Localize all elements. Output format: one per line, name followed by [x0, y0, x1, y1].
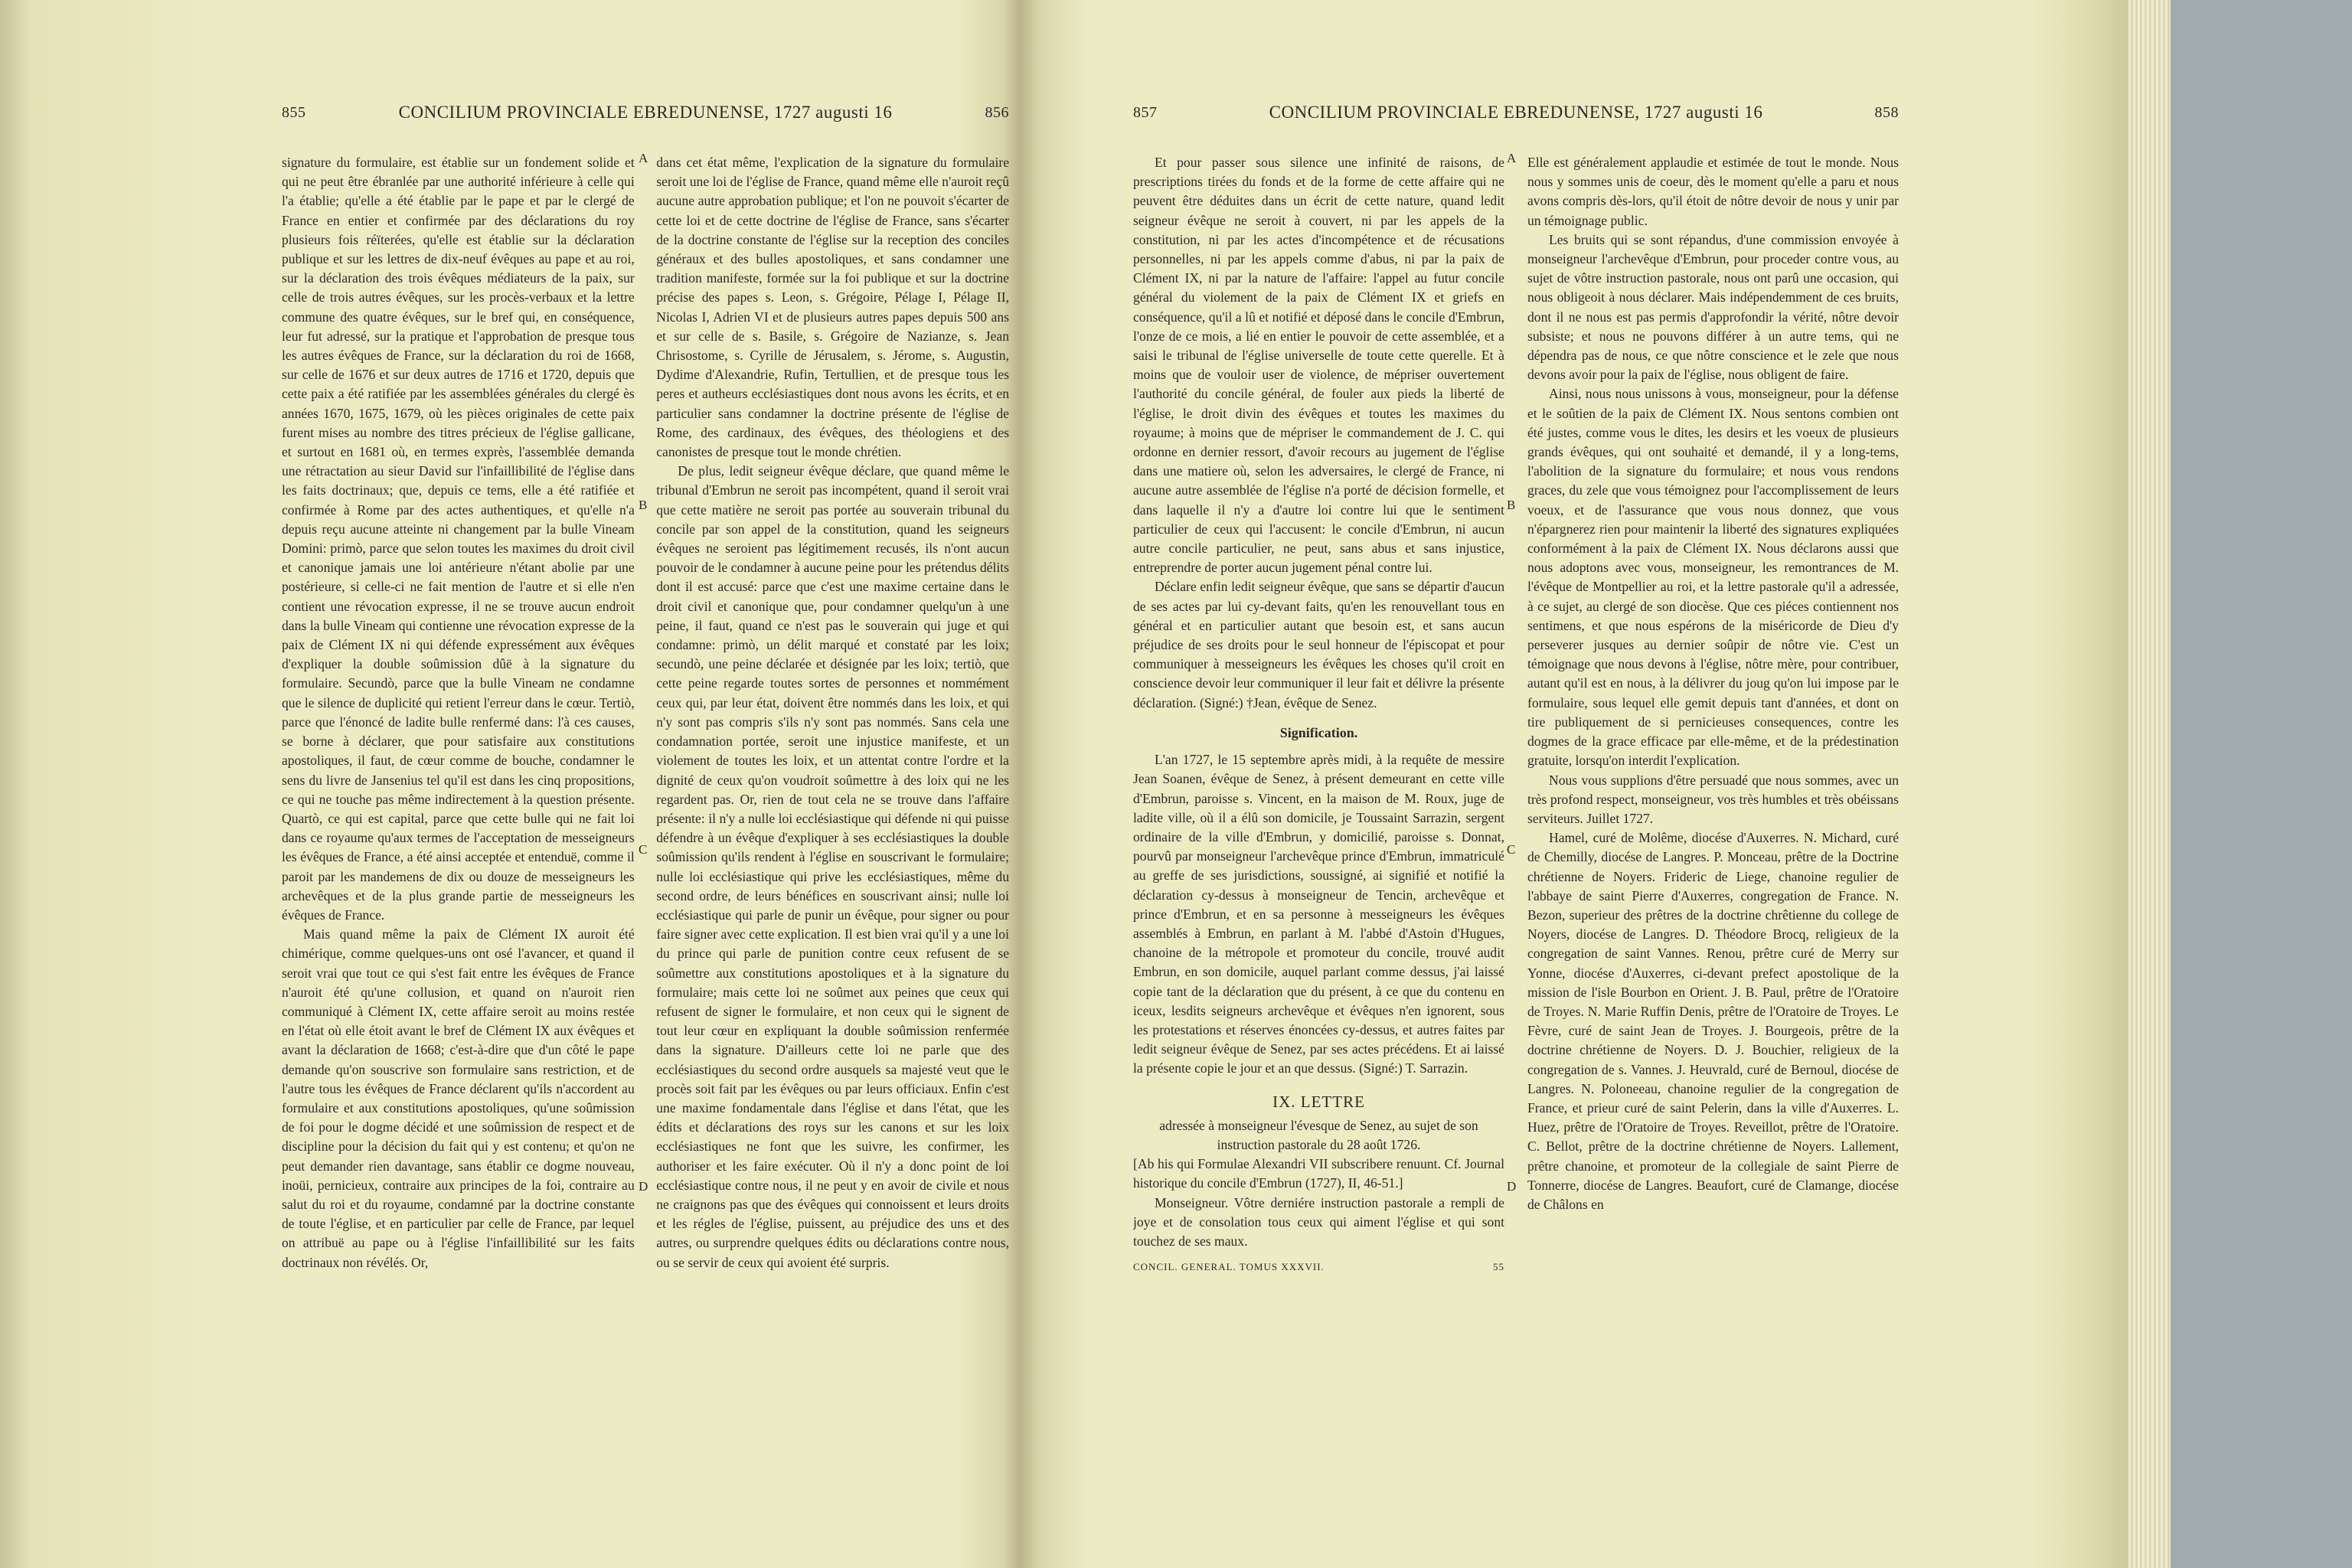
- letter-heading: IX. LETTRE: [1272, 1092, 1365, 1111]
- paragraph: Elle est généralement applaudie et estimée de tout le monde. Nous nous y sommes unis de coeur, dès le moment qu'elle a paru et nous avons compris dès-lors, qu'il étoit de nôtre devoir de nous y unir par un témoignage public.: [1527, 155, 1899, 228]
- page-number: 856: [985, 104, 1009, 121]
- right-page-columns: [1133, 153, 1899, 1547]
- gutter-marker-c: C: [639, 842, 648, 857]
- gutter-marker-a: A: [639, 151, 648, 165]
- paragraph: Déclare enfin ledit seigneur évêque, que sans se départir d'aucun de ses actes par lui cy-devant faits, qu'en les renouvellant tous en général et en particulier autant que besoin est, et sans aucun préjudice de ses droits pour le seul honneur de l'épiscopat et pour communiquer à messeigneurs les évêques les choses qu'il croit en conscience devoir leur communiquer il leur fait et délivre la présente déclaration. (Signé:) †Jean, évêque de Senez.: [1133, 579, 1504, 710]
- column-left: [1133, 153, 1504, 1547]
- paragraph: L'an 1727, le 15 septembre après midi, à la requête de messire Jean Soanen, évêque de Senez, à présent demeurant en cette ville d'Embrun, paroisse s. Vincent, en la maison de M. Roux, juge de ladite ville, où il a élû son domicile, je Toussaint Sarrazin, sergent ordinaire de la ville d'Embrun, y domicilié, paroisse s. Donnat, pourvû par monseigneur l'archevêque prince d'Embrun, immatriculé au greffe de ses jurisdictions, soussigné, ai signifié et notifié la déclaration cy-dessus à monseigneur de Tencin, archevêque et prince d'Embrun, et en sa personne à messeigneurs les évêques assemblés à Embrun, en parlant à M. l'abbé d'Astoin d'Hugues, chanoine de la métropole et promoteur du concile, trouvé audit Embrun, en son domicile, auquel parlant comme dessus, j'ai laissé copie tant de la déclaration que du présent, à ce que du contenu en iceux, lesdits seigneurs archevêque et évêques n'en ignorent, sous les protestations et réserves énoncées cy-dessus, et autres faites par ledit seigneur évêque de Senez, par ses actes précédens. Et ai laissé la présente copie le jour et an que dessus. (Signé:) T. Sarrazin.: [1133, 752, 1504, 1076]
- left-page-header: [282, 100, 1009, 131]
- page-number: 858: [1874, 104, 1899, 121]
- page-number: 855: [282, 104, 306, 121]
- signature-mark: 55: [1493, 1261, 1504, 1273]
- gutter-marker-d: D: [1507, 1179, 1517, 1194]
- right-page: [1133, 100, 1899, 1547]
- background-surface: [2171, 0, 2352, 1568]
- running-title: CONCILIUM PROVINCIALE EBREDUNENSE, 1727 augusti 16: [1269, 103, 1763, 122]
- paragraph: Ainsi, nous nous unissons à vous, monseigneur, pour la défense et le soûtien de la paix de Clément IX. Nous sentons combien ont été justes, comme vous le dites, les desirs et les voeux de plusieurs grands évêques, qui ont souhaité et demandé, il y a long-tems, l'abolition de la signature du formulaire; et nous vous rendons graces, du zele que vous témoignez pour l'accomplissement de leurs voeux, et de l'assurance que vous nous donnez, que vous n'épargnerez rien pour maintenir la liberté des signatures expliquées conformément à la paix de Clément IX. Nous déclarons aussi que nous adoptons avec vous, monseigneur, les remontrances de M. l'évêque de Montpellier au roi, et la lettre pastorale qu'il a adressée, à ce sujet, au clergé de son diocèse. Que ces piéces contiennent nos sentimens, et que nous espérons de la miséricorde de Dieu d'y perseverer jusques au dernier soûpir de nôtre vie. C'est un témoignage que nous devons à l'église, nôtre mère, pour contribuer, autant qu'il est en nous, à la délivrer du joug qu'on lui impose par le formulaire, sous lequel elle gemit depuis tant d'années, et dont on tire publiquement de si pernicieuses consequences, contre les dogmes de la grace efficace par elle-même, et de la prédestination gratuite, lorsqu'on interdit l'explication.: [1527, 386, 1899, 769]
- paragraph: Et pour passer sous silence une infinité de raisons, de prescriptions tirées du fonds et de la forme de cette affaire qui ne peuvent être déduites dans un écrit de cette nature, quand ledit seigneur évêque ne seroit à couvert, ni par les appels de la constitution, ni par les actes d'incompétence et de récusations personnelles, ni par les appels comme d'abus, ni par la paix de Clément IX, ni par la nature de l'affaire: l'appel au futur concile général du violement de la paix de Clément IX et griefs en conséquence, qu'il a lû et notifié et déposé dans le concile d'Embrun, l'onze de ce mois, a lié en entier le pouvoir de cette assemblée, et a saisi le tribunal de l'église universelle de toute cette querelle. Et à moins que de vouloir user de violence, de mépriser ouvertement l'authorité du concile général, de fouler aux pieds la liberté de l'église, le droit divin des évêques et toutes les maximes du royaume; à moins que de mépriser le commandement de J. C. qui ordonne en dernier ressort, d'avoir recours au jugement de l'église dans une matiere où, selon les adversaires, le clergé de France, ni aucune autre assemblée de l'église n'a porté de décision formelle, et dans laquelle il n'y a d'autre loi contre lui que le sentiment particulier de ceux qui l'accusent: le concile d'Embrun, ni aucun autre concile particulier, ne peut, sans abus et sans injustice, entreprendre de porter aucun jugement pénal contre lui.: [1133, 155, 1504, 576]
- right-page-header: [1133, 100, 1899, 131]
- paragraph: Nous vous supplions d'être persuadé que nous sommes, avec un très profond respect, monseigneur, vos très humbles et très obéissans serviteurs. Juillet 1727.: [1527, 772, 1899, 826]
- volume-label: CONCIL. GENERAL. TOMUS XXXVII.: [1133, 1261, 1325, 1273]
- paragraph: dans cet état même, l'explication de la signature du formulaire seroit une loi de l'église de France, quand même elle n'auroit reçû aucune autre approbation publique; et l'on ne pouvoit s'écarter de cette loi et de cette doctrine de l'église de France, sans s'écarter de la doctrine constante de l'église sur la reception des conciles généraux et des bulles apostoliques, et sans condamner une tradition manifeste, formée sur la foi publique et sur la doctrine précise des papes s. Leon, s. Grégoire, Pélage I, Pélage II, Nicolas I, Adrien VI et de plusieurs autres papes depuis 500 ans et sur celle de s. Basile, s. Grégoire de Nazianze, s. Jean Chrisostome, s. Cyrille de Jérusalem, s. Jérome, s. Augustin, Dydime d'Alexandrie, Rufin, Tertullien, et de presque tous les peres et autheurs ecclésiastiques dont nous avons les écrits, et en particulier sans condamner la doctrine présente de l'église de Rome, des cardinaux, des évêques, des théologiens et des canonistes de presque tout le monde chrétien.: [656, 155, 1009, 460]
- page-number: 857: [1133, 104, 1158, 121]
- left-page: [282, 100, 1009, 1547]
- paragraph: signature du formulaire, est établie sur un fondement solide et qui ne peut être ébranlée par une authorité inférieure à celle qui l'a établie; qu'elle a été établie par le pape et par le clergé de France en entier et confirmée par des déclarations du roy plusieurs fois réïterées, qu'elle est établie sur la déclaration publique et sur les lettres de dix-neuf évêques au pape et au roi, sur la déclaration des trois évêques médiateurs de la paix, sur celle de trois autres évêques, sur les procès-verbaux et la lettre commune des quatre évêques, sur le bref qui, en conséquence, leur fut adressé, sur la pratique et l'approbation de presque tous les autres évêques de France, sur la déclaration du roi de 1668, sur celle de 1676 et sur deux autres de 1716 et 1720, depuis que cette paix a été ratifiée par les assemblées générales du clergé ès années 1670, 1675, 1679, où les pièces originales de cette paix furent mises au nombre des titres précieux de l'église gallicane, et surtout en 1681 où, en termes exprès, l'assemblée demanda une rétractation au sieur David sur l'infaillibilité de l'église dans les faits doctrinaux; que, depuis ce tems, elle a été ratifiée et confirmée à Rome par des actes authentiques, et qu'elle n'a depuis reçu aucune atteinte ni changement par la bulle Vineam Domini: primò, parce que selon toutes les maximes du droit civil et canonique jamais une loi antérieure n'étant abolie par une postérieure, si celle-ci ne fait mention de l'autre et si elle n'en contient une révocation expresse, il ne se trouve aucun endroit dans la bulle Vineam qui contienne une révocation expresse de la paix de Clément IX ni qui défende expressément aux évêques d'expliquer la double soûmission dûë à la signature du formulaire. Secundò, parce que la bulle Vineam ne condamne que le silence de duplicité qui retient l'erreur dans le cœur. Tertiò, parce que l'énoncé de ladite bulle renfermé dans: l'à ces causes, se borne à déclarer, que pour satisfaire aux constitutions apostoliques, il faut, de cœur comme de bouche, condamner le sens du livre de Jansenius tel qu'il est dans les cinq propositions, ce qui ne touche pas même indirectement à la question présente. Quartò, ce qui est capital, parce que cette bulle qui ne fait loi dans ce royaume qu'aux termes de l'acceptation de messeigneurs les évêques de France, a été ainsi acceptée et entenduë, comme il paroit par les mandemens de dix ou douze de messeigneurs les archevêques et de la plus grande partie de messeigneurs les évêques de France.: [282, 155, 635, 923]
- gutter-marker-c: C: [1507, 842, 1516, 857]
- letter-source-note: [Ab his qui Formulae Alexandri VII subscribere renuunt. Cf. Journal historique du concile d'Embrun (1727), II, 46-51.]: [1133, 1156, 1504, 1191]
- gutter-marker-b: B: [1507, 498, 1516, 512]
- paragraph: Les bruits qui se sont répandus, d'une commission envoyée à monseigneur l'archevêque d'Embrun, pour proceder contre vous, au sujet de vôtre instruction pastorale, nous ont parû une occasion, qui nous obligeoit à nous déclarer. Mais indépendemment de ces bruits, dont il ne nous est pas permis d'approfondir la vérité, nôtre devoir subsiste; et nous ne pouvons différer à un autre tems, qui ne dépendra pas de nous, ce que nôtre conscience et le zele que nous devons avoir pour la paix de l'église, nous obligent de faire.: [1527, 231, 1899, 383]
- gutter-marker-a: A: [1507, 151, 1517, 165]
- page-edges: [2128, 0, 2171, 1568]
- paragraph: Monseigneur. Vôtre derniére instruction pastorale a rempli de joye et de consolation tous ceux qui aiment l'église et qui sont touchez de ses maux.: [1133, 1194, 1504, 1249]
- gutter-marker-d: D: [639, 1179, 648, 1194]
- paragraph: Hamel, curé de Molême, diocése d'Auxerres. N. Michard, curé de Chemilly, diocése de Langres. P. Monceau, prêtre de la Doctrine chrétienne de Noyers. Frideric de Liege, chanoine regulier de l'abbaye de saint Pierre d'Auxerres, congregation de France. N. Bezon, superieur des prêtres de la doctrine chrêtienne du college de Noyers, diocése de Langres. D. Théodore Brocq, religieux de la congregation de saint Vannes. Renou, prêtre curé de Merry sur Yonne, diocése d'Auxerres, ci-devant prefect apostolique de la mission de l'isle Bourbon en Orient. J. B. Paul, prêtre de l'Oratoire de Troyes. N. Marie Ruffin Denis, prêtre de l'Oratoire de Troyes. Le Fèvre, curé de saint Jean de Troyes. J. Bourgeois, prêtre de la doctrine chrétienne de Noyers. D. J. Bouchier, religieux de la congregation de s. Vannes. J. Heuvrald, curé de Bernoul, diocése de Langres. N. Poloneeau, chanoine regulier de la congregation de France, et prieur curé de saint Pelerin, dans la ville d'Auxerres. L. Huez, prêtre de l'Oratoire de Troyes. Reveillot, prêtre de l'Oratoire. C. Bellot, prêtre de la doctrine chrétienne de Noyers. Lallement, prêtre chanoine, et promoteur de la collegiale de saint Pierre de Tonnerre, diocése de Langres. Beaufort, curé de Clamange, diocése de Châlons en: [1527, 830, 1899, 1212]
- column-right: [656, 153, 1009, 1547]
- section-heading: Signification.: [1279, 724, 1358, 740]
- gutter-marker-b: B: [639, 498, 648, 512]
- running-title: CONCILIUM PROVINCIALE EBREDUNENSE, 1727 augusti 16: [398, 103, 893, 122]
- letter-subtitle: adressée à monseigneur l'évesque de Senez, au sujet de son instruction pastorale du 28 août 1726.: [1159, 1117, 1478, 1152]
- paragraph: De plus, ledit seigneur évêque déclare, que quand même le tribunal d'Embrun ne seroit pas incompétent, quand il seroit vrai que cette matière ne seroit pas portée au souverain tribunal du concile par son appel de la constitution, quand les seigneurs évêques ne seroient pas légitimement recusés, ils n'ont aucun pouvoir de le condamner à aucune peine pour les prétendus délits dont il est accusé: parce que c'est une maxime certaine dans le droit civil et canonique que, pour condamner quelqu'un à une peine, il faut, quand ce n'est pas le souverain qui juge et qui condamne: primò, un délit marqué et constaté par les loix; secundò, une peine déclarée et désignée par les loix; tertiò, que cette peine regarde toutes sortes de personnes et nommément ceux qui, par leur état, doivent être nommés dans les loix, et qui n'y sont pas compris s'ils n'y sont pas nommés. Sans cela une condamnation portée, seroit une injustice manifeste, et un violement de toutes les loix, et un attentat contre l'ordre et la dignité de ceux qu'on voudroit soûmettre à des loix qui ne les regardent pas. Or, rien de tout cela ne se trouve dans l'affaire présente: il n'y a nulle loi ecclésiastique qui défende ni qui puisse défendre à un évêque d'expliquer à ses ecclésiastiques la double soûmission qu'ils rendent à l'église en souscrivant le formulaire; nulle loi ecclésiastique qui prive les ecclésiastiques, même du second ordre, de leurs bénéfices en souscrivant ainsi; nulle loi ecclésiastique qui parle de punir un évêque, pour signer ou pour faire signer avec cette explication. Il est bien vrai qu'il y a une loi du prince qui parle de punition contre ceux refusent de se soûmettre aux constitutions apostoliques et à la signature du formulaire; mais cette loi ne soûmet aux peines que ceux qui refusent de signer le formulaire, et non ceux qui le signent de tout leur cœur en expliquant la double soûmission renfermée dans la signature. D'ailleurs cette loi ne parle que des ecclésiastiques du second ordre ausquels sa majesté veut que le procès soit fait par les évêques ou par leurs officiaux. Enfin c'est une maxime fondamentale dans l'église et dans l'état, que les édits et déclarations des roys sur les canons et sur les loix ecclésiastiques ne font que les suivre, les confirmer, les authoriser et les faire exécuter. Où il n'y a donc point de loi ecclésiastique contre nous, il ne peut y en avoir de civile et nous ne craignons pas que des évêques qui connoissent et leurs droits et les régles de l'église, puissent, au préjudice des uns et des autres, ou surprendre quelques édits ou déclarations contre nous, ou se servir de ceux qui avoient été surpris.: [656, 463, 1009, 1270]
- column-left: [282, 153, 635, 1547]
- page-footer: [1133, 1257, 1504, 1276]
- column-right: [1527, 153, 1899, 1547]
- paragraph: Mais quand même la paix de Clément IX auroit été chimérique, comme quelques-uns ont osé l'avancer, et quand il seroit vrai que tout ce qui s'est fait entre les évêques de France n'auroit été qu'une collusion, et quand on n'auroit rien communiqué à Clément IX, cette affaire seroit au moins restée en l'état où elle étoit avant le bref de Clément IX aux évêques et avant la déclaration de 1668; c'est-à-dire que d'un côté le pape demande qu'on souscrive son formulaire sans restriction, et de l'autre tous les évêques de France déclarent qu'ils n'accordent au formulaire et aux constitutions apostoliques, qu'une soûmission de foi pour le dogme décidé et une soûmission de respect et de discipline pour la décision du fait qui y est contenu; et qu'on ne peut demander rien davantage, sans établir ce dogme nouveau, inoüi, pernicieux, contraire aux principes de la foi, contraire au salut du roi et du royaume, condamné par la doctrine constante de toute l'église, et en particulier par celle de France, par lequel on attribuë au pape ou à l'église l'infaillibilité sur les faits doctrinaux non révélés. Or,: [282, 926, 635, 1270]
